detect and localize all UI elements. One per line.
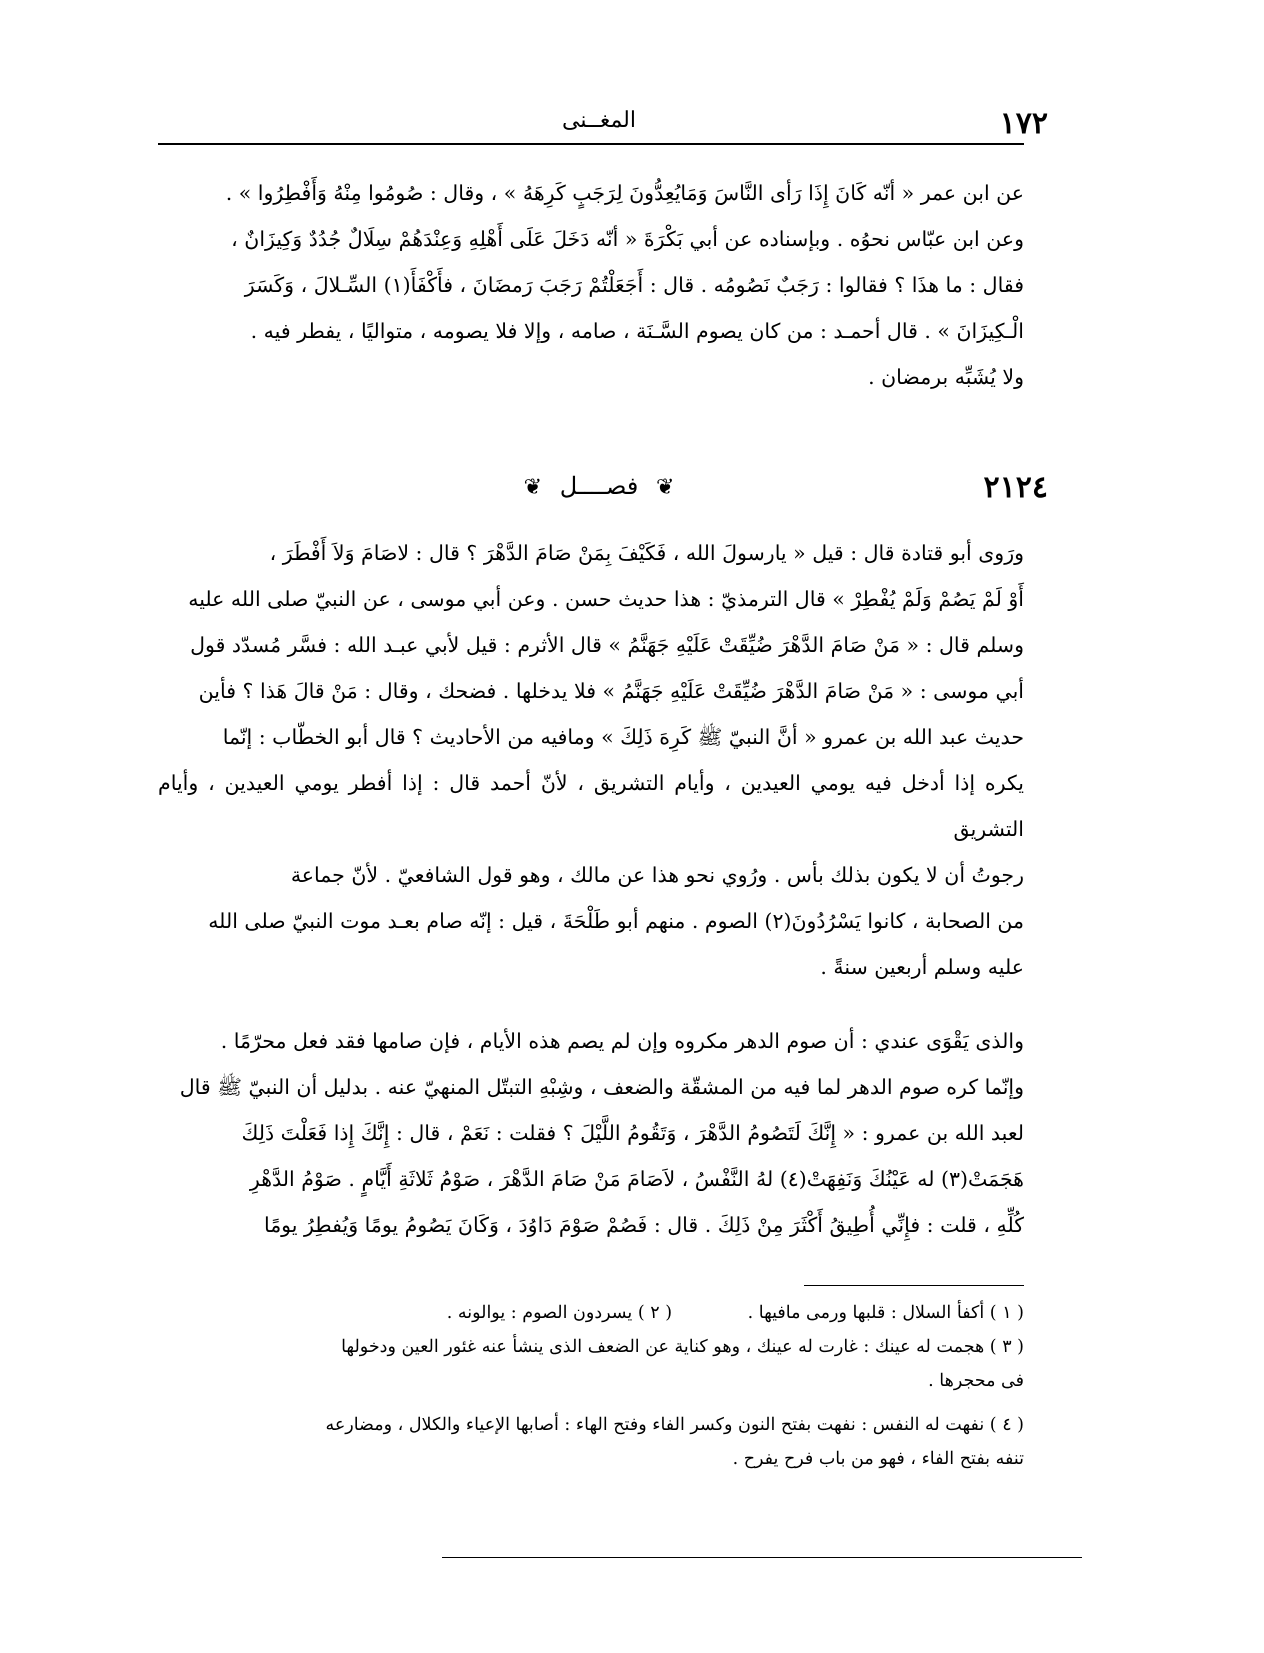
text-line: يكره إذا أدخل فيه يومي العيدين ، وأيام التشريق ، لأنّ أحمد قال : إذا أفطر يومي العيدين ، وأيام التشريق xyxy=(158,771,1024,841)
ornament-right-icon: ❦ xyxy=(655,475,675,500)
footnote-4-continuation: تنفه بفتح الفاء ، فهو من باب فرح يفرح . xyxy=(732,1449,1024,1469)
text-line: وإنّما كره صوم الدهر لما فيه من المشقّة والضعف ، وشِبْهِ التبتّل المنهيّ عنه . بدليل أن النبيّ ﷺ قال xyxy=(179,1075,1024,1099)
footnote-2: ( ٢ ) يسردون الصوم : يوالونه . xyxy=(446,1303,673,1323)
header-rule xyxy=(158,143,1024,145)
text-line: عن ابن عمر « أنّه كَانَ إِذَا رَأى النَّاسَ وَمَايُعِدُّونَ لِرَجَبٍ كَرِهَهُ » ، وقال : صُومُوا مِنْهُ وَأَفْطِرُوا » . xyxy=(225,181,1024,205)
text-line: رجوتُ أن لا يكون بذلك بأس . ورُوي نحو هذا عن مالك ، وهو قول الشافعيّ . لأنّ جماعة xyxy=(290,863,1024,887)
section-title: فصــــل xyxy=(559,472,639,500)
footnote-1: ( ١ ) أكفأ السلال : قلبها ورمى مافيها . xyxy=(747,1303,1024,1323)
paragraph-section xyxy=(158,530,1024,990)
text-line: كُلِّهِ ، قلت : فإِنِّي أُطِيقُ أَكْثَرَ مِنْ ذَلِكَ . قال : فَصُمْ صَوْمَ دَاوُدَ ، وَكَانَ يَصُومُ يومًا وَيُفطِرُ يومًا xyxy=(263,1213,1024,1237)
text-line: ورَوى أبو قتادة قال : قيل « يارسولَ الله ، فَكَيْفَ بِمَنْ صَامَ الدَّهْرَ ؟ قال : لاصَامَ وَلاَ أَفْطَرَ ، xyxy=(269,541,1024,565)
page-number: ١٧٢ xyxy=(999,106,1048,141)
paragraph-opening xyxy=(158,170,1024,400)
footnote-3: ( ٣ ) هجمت له عينك : غارت له عينك ، وهو كناية عن الضعف الذى ينشأ عنه غئور العين ودخولها xyxy=(341,1337,1024,1357)
text-line: فقال : ما هذَا ؟ فقالوا : رَجَبٌ نَصُومُه . قال : أَجَعَلْتُمْ رَجَبَ رَمضَانَ ، فأَكْفَأَ(١) السِّـلالَ ، وَكَسَرَ xyxy=(244,273,1024,297)
text-line: والذى يَقْوَى عندي : أن صوم الدهر مكروه وإن لم يصم هذه الأيام ، فإن صامها فقد فعل محرّمًا . xyxy=(220,1029,1024,1053)
text-line: هَجَمَتْ(٣) له عَيْنُكَ وَنَفِهَتْ(٤) لهُ النَّفْسُ ، لاَصَامَ مَنْ صَامَ الدَّهْرَ ، صَوْمُ ثَلاثَةِ أَيَّامٍ . صَوْمُ الدَّهْرِ xyxy=(249,1167,1024,1191)
page-header xyxy=(150,104,1048,144)
text-line: أَوْ لَمْ يَصُمْ وَلَمْ يُفْطِرْ » قال الترمذيّ : هذا حديث حسن . وعن أبي موسى ، عن النبيّ صلى الله عليه xyxy=(188,587,1024,611)
ornament-left-icon: ❦ xyxy=(523,475,543,500)
footnote-3-continuation: فى محجرها . xyxy=(928,1371,1024,1391)
text-line: وعن ابن عبّاس نحوُه . وبإسناده عن أبي بَكْرَةَ « أنّه دَخَلَ عَلَى أَهْلِهِ وَعِنْدَهُمْ سِلَالٌ جُدُدٌ وَكِيزَانٌ ، xyxy=(231,227,1024,251)
section-number: ٢١٢٤ xyxy=(983,470,1048,505)
running-title: المغــنى xyxy=(561,108,636,133)
text-line: من الصحابة ، كانوا يَسْرُدُونَ(٢) الصوم . منهم أبو طَلْحَةَ ، قيل : إنّه صام بعـد موت النبيّ صلى الله xyxy=(208,909,1024,933)
footnote-4: ( ٤ ) نفهت له النفس : نفهت بفتح النون وكسر الفاء وفتح الهاء : أصابها الإعياء والكلال ، ومضارعه xyxy=(325,1415,1024,1435)
footnotes xyxy=(158,1296,1024,1476)
section-title-wrap xyxy=(150,472,1048,500)
text-line: الْـكِيزَانَ » . قال أحمـد : من كان يصوم السَّـنَة ، صامه ، وإلا فلا يصومه ، متواليًا ، يفطر فيه . xyxy=(250,319,1024,343)
bottom-rule xyxy=(442,1557,1082,1558)
footnote-rule xyxy=(804,1285,1024,1286)
text-line: حديث عبد الله بن عمرو « أنَّ النبيّ ﷺ كَرِهَ ذَلِكَ » ومافيه من الأحاديث ؟ قال أبو الخطّاب : إنّما xyxy=(222,725,1024,749)
text-line: وسلم قال : « مَنْ صَامَ الدَّهْرَ ضُيِّقَتْ عَلَيْهِ جَهَنَّمُ » قال الأثرم : قيل لأبي عبـد الله : فسَّر مُسدّد قول xyxy=(190,633,1024,657)
text-line: ولا يُشَبِّه برمضان . xyxy=(868,365,1024,389)
text-line: لعبد الله بن عمرو : « إِنَّكَ لَتَصُومُ الدَّهْرَ ، وَتَقُومُ اللَّيْلَ ؟ فقلت : نَعَمْ ، قال : إِنَّكَ إِذا فَعَلْتَ ذَلِكَ xyxy=(241,1121,1024,1145)
paragraph-opinion xyxy=(158,1018,1024,1248)
text-line: أبي موسى : « مَنْ صَامَ الدَّهْرَ ضُيِّقَتْ عَلَيْهِ جَهَنَّمُ » فلا يدخلها . فضحك ، وقال : مَنْ قالَ هَذا ؟ فأين xyxy=(198,679,1024,703)
text-line: عليه وسلم أربعين سنةً . xyxy=(820,955,1024,979)
footnote-row xyxy=(158,1296,1024,1330)
section-heading xyxy=(150,470,1048,518)
